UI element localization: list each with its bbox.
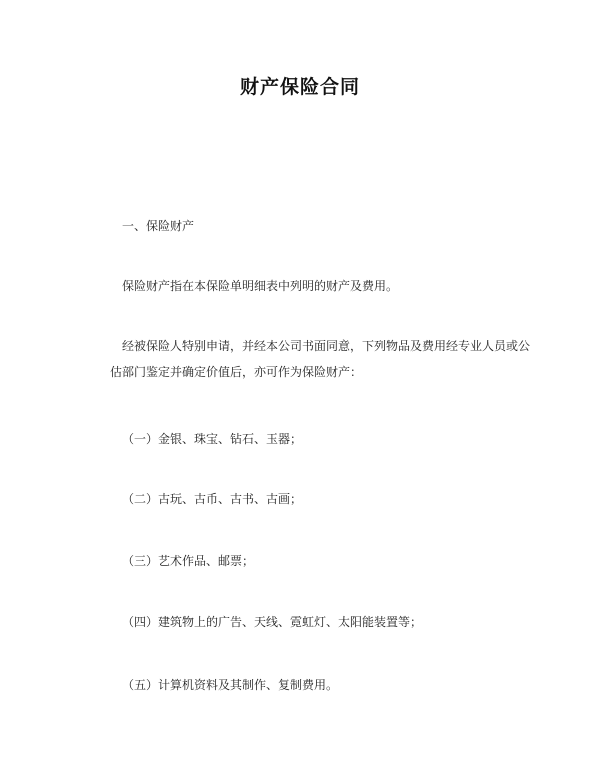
paragraph-special-request-line-2: 估部门鉴定并确定价值后，亦可作为保险财产： <box>110 365 363 379</box>
paragraph-insured-property: 保险财产指在本保险单明细表中列明的财产及费用。 <box>122 279 399 293</box>
section-heading: 一、保险财产 <box>122 219 195 233</box>
list-item-1: （一）金银、珠宝、钻石、玉器； <box>122 432 303 446</box>
paragraph-special-request-line-1: 经被保险人特别申请，并经本公司书面同意，下列物品及费用经专业人员或公 <box>122 339 531 353</box>
document-title: 财产保险合同 <box>239 76 360 98</box>
list-item-2: （二）古玩、古币、古书、古画； <box>122 492 303 506</box>
list-item-4: （四）建筑物上的广告、天线、霓虹灯、太阳能装置等； <box>122 615 423 629</box>
list-item-3: （三）艺术作品、邮票； <box>122 554 255 568</box>
list-item-5: （五）计算机资料及其制作、复制费用。 <box>122 678 339 692</box>
